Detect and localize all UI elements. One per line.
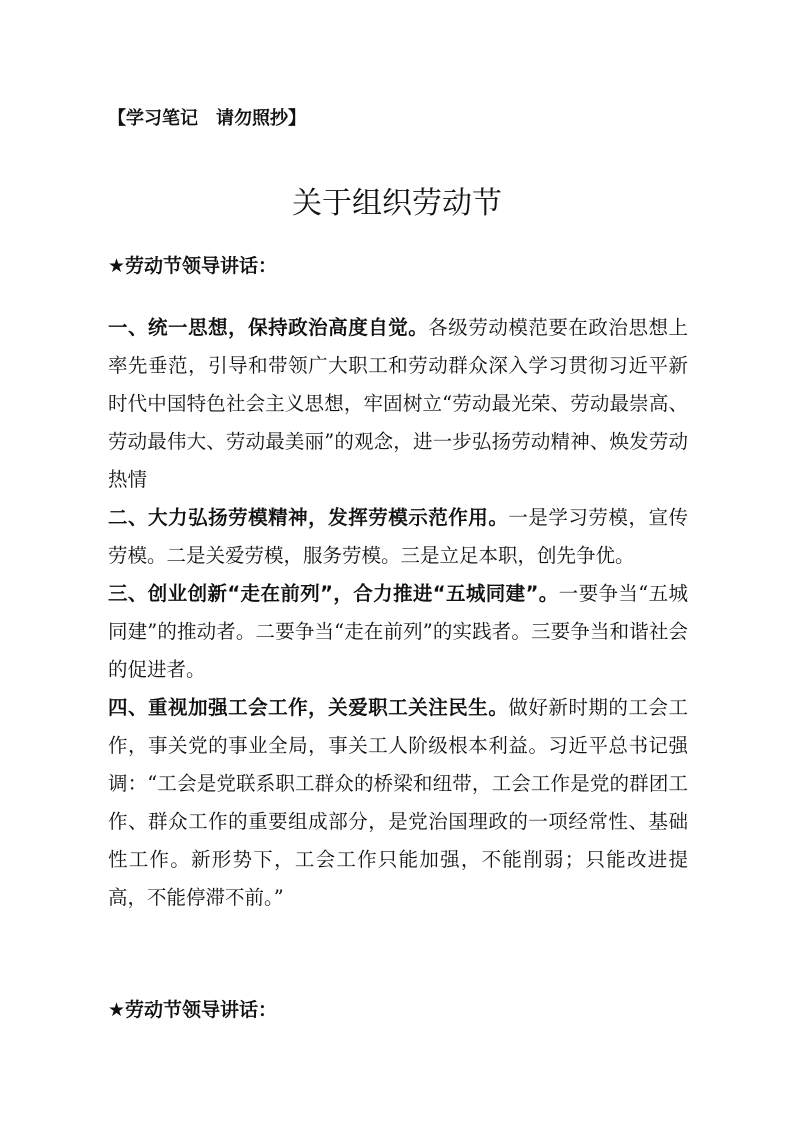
study-note-label: 【学习笔记 请勿照抄】 bbox=[108, 108, 306, 129]
paragraph-lead: 四、重视加强工会工作，关爱职工关注民生。 bbox=[108, 696, 509, 719]
paragraph-lead: 三、创业创新“走在前列”，合力推进“五城同建”。 bbox=[108, 582, 559, 605]
section-heading: ★劳动节领导讲话： bbox=[108, 255, 278, 277]
paragraph-text: 各级劳动模范要在政治思想上率先垂范，引导和带领广大职工和劳动群众深入学习贯彻习近平新时代中国特色社会主义思想，牢固树立“劳动最光荣、劳动最崇高、劳动最伟大、劳动最美丽”的观念，进一步弘扬劳动精神、焕发劳动热情 bbox=[108, 316, 688, 491]
section-heading-repeat: ★劳动节领导讲话： bbox=[108, 999, 278, 1021]
paragraph-1 bbox=[108, 309, 688, 499]
paragraph-2 bbox=[108, 499, 688, 575]
paragraph-3 bbox=[108, 575, 688, 689]
paragraph-text: 一是学习劳模，宣传劳模。二是关爱劳模，服务劳模。三是立足本职，创先争优。 bbox=[108, 506, 688, 567]
paragraph-text: 做好新时期的工会工作，事关党的事业全局，事关工人阶级根本利益。习近平总书记强调：“工会是党联系职工群众的桥梁和纽带，工会工作是党的群团工作、群众工作的重要组成部分，是党治国理政的一项经常性、基础性工作。新形势下，工会工作只能加强，不能削弱；只能改进提高，不能停滞不前。” bbox=[108, 696, 688, 909]
document-body bbox=[108, 309, 688, 917]
document-title: 关于组织劳动节 bbox=[292, 186, 502, 221]
paragraph-4 bbox=[108, 689, 688, 917]
paragraph-lead: 一、统一思想，保持政治高度自觉。 bbox=[108, 316, 429, 339]
paragraph-text: 一要争当“五城同建”的推动者。二要争当“走在前列”的实践者。三要争当和谐社会的促进者。 bbox=[108, 582, 688, 681]
paragraph-lead: 二、大力弘扬劳模精神，发挥劳模示范作用。 bbox=[108, 506, 509, 529]
